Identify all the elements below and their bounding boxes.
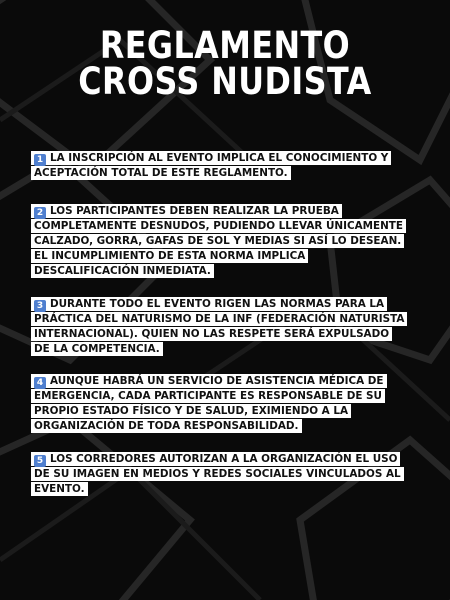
rule-item-5	[31, 452, 407, 497]
rule-item-3	[31, 297, 407, 357]
rule-text-1: LA INSCRIPCIÓN AL EVENTO IMPLICA EL CONOCIMIENTO Y ACEPTACIÓN TOTAL DE ESTE REGLAMENTO.	[34, 152, 389, 179]
rule-item-2	[31, 204, 407, 279]
rule-text-2: LOS PARTICIPANTES DEBEN REALIZAR LA PRUEBA COMPLETAMENTE DESNUDOS, PUDIENDO LLEVAR ÚNICAMENTE CALZADO, GORRA, GAFAS DE SOL Y MEDIAS SI ASÍ LO DESEAN. EL INCUMPLIMIENTO DE ESTA NORMA IMPLICA DESCALIFICACIÓN INMEDIATA.	[34, 205, 403, 277]
title-line-1: REGLAMENTO	[99, 24, 351, 67]
rule-item-4	[31, 374, 407, 434]
keycap-1-icon: 1	[34, 154, 46, 166]
keycap-5-icon: 5	[34, 455, 46, 467]
title-line-2: CROSS NUDISTA	[78, 60, 372, 103]
rule-text-4: AUNQUE HABRÁ UN SERVICIO DE ASISTENCIA MÉDICA DE EMERGENCIA, CADA PARTICIPANTE ES RESPONSABLE DE SU PROPIO ESTADO FÍSICO Y DE SALUD, EXIMIENDO A LA ORGANIZACIÓN DE TODA RESPONSABILIDAD.	[34, 375, 384, 432]
keycap-4-icon: 4	[34, 377, 46, 389]
rule-text-3: DURANTE TODO EL EVENTO RIGEN LAS NORMAS PARA LA PRÁCTICA DEL NATURISMO DE LA INF (FEDERACIÓN NATURISTA INTERNACIONAL). QUIEN NO LAS RESPETE SERÁ EXPULSADO DE LA COMPETENCIA.	[34, 298, 405, 355]
keycap-2-icon: 2	[34, 207, 46, 219]
rule-text-5: LOS CORREDORES AUTORIZAN A LA ORGANIZACIÓN EL USO DE SU IMAGEN EN MEDIOS Y REDES SOCIALES VINCULADOS AL EVENTO.	[34, 453, 401, 495]
keycap-3-icon: 3	[34, 300, 46, 312]
page-title	[32, 24, 419, 103]
rule-item-1	[31, 151, 407, 181]
